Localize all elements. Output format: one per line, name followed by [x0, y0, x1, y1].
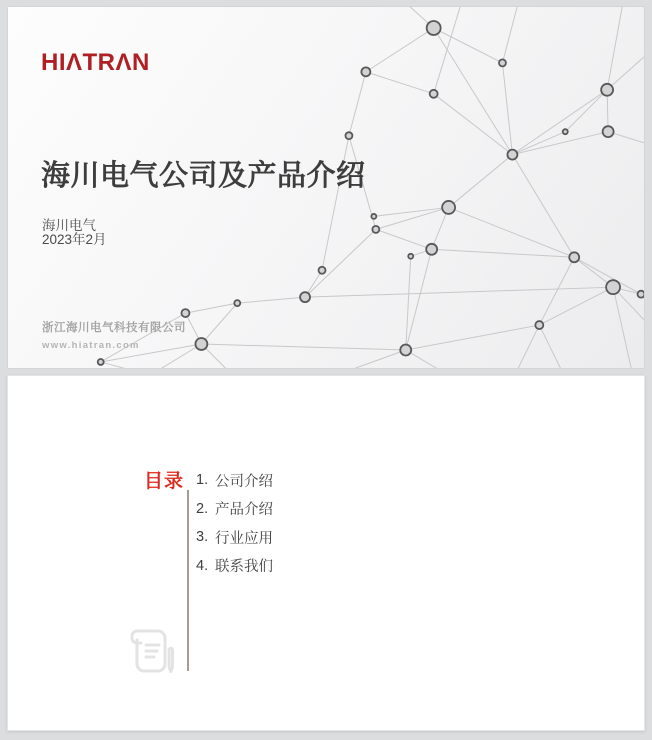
toc-divider-line: [187, 490, 189, 671]
toc-item-number: 3.: [196, 529, 209, 546]
subtitle-company: 海川电气: [42, 218, 96, 233]
toc-item-label: 行业应用: [215, 530, 273, 547]
toc-item-label: 产品介绍: [215, 502, 273, 519]
toc-item-company-intro: [196, 466, 273, 495]
toc-item-label: 公司介绍: [215, 473, 273, 490]
subtitle-date: 2023年2月: [42, 232, 107, 247]
slide-1-cover[interactable]: [7, 6, 645, 369]
slide-2-toc[interactable]: [7, 375, 645, 731]
toc-item-contact-us: [196, 552, 273, 581]
slide-title: 海川电气公司及产品介绍: [41, 160, 366, 192]
footer-company-name: 浙江海川电气科技有限公司: [42, 322, 186, 334]
footer-website: www.hiatran.com: [42, 340, 140, 351]
hiatran-logo: HIΛTRΛN: [41, 49, 150, 76]
toc-item-product-intro: [196, 495, 273, 524]
document-pen-icon: [127, 627, 177, 683]
slide-footer: [42, 319, 186, 351]
toc-item-label: 联系我们: [215, 559, 273, 576]
toc-item-number: 4.: [196, 557, 209, 574]
slide-subtitle: [42, 219, 107, 247]
toc-heading: 目录: [144, 471, 185, 492]
toc-item-number: 1.: [196, 472, 209, 489]
toc-item-industry-apps: [196, 523, 273, 552]
toc-item-number: 2.: [196, 500, 209, 517]
toc-list: [196, 466, 273, 580]
